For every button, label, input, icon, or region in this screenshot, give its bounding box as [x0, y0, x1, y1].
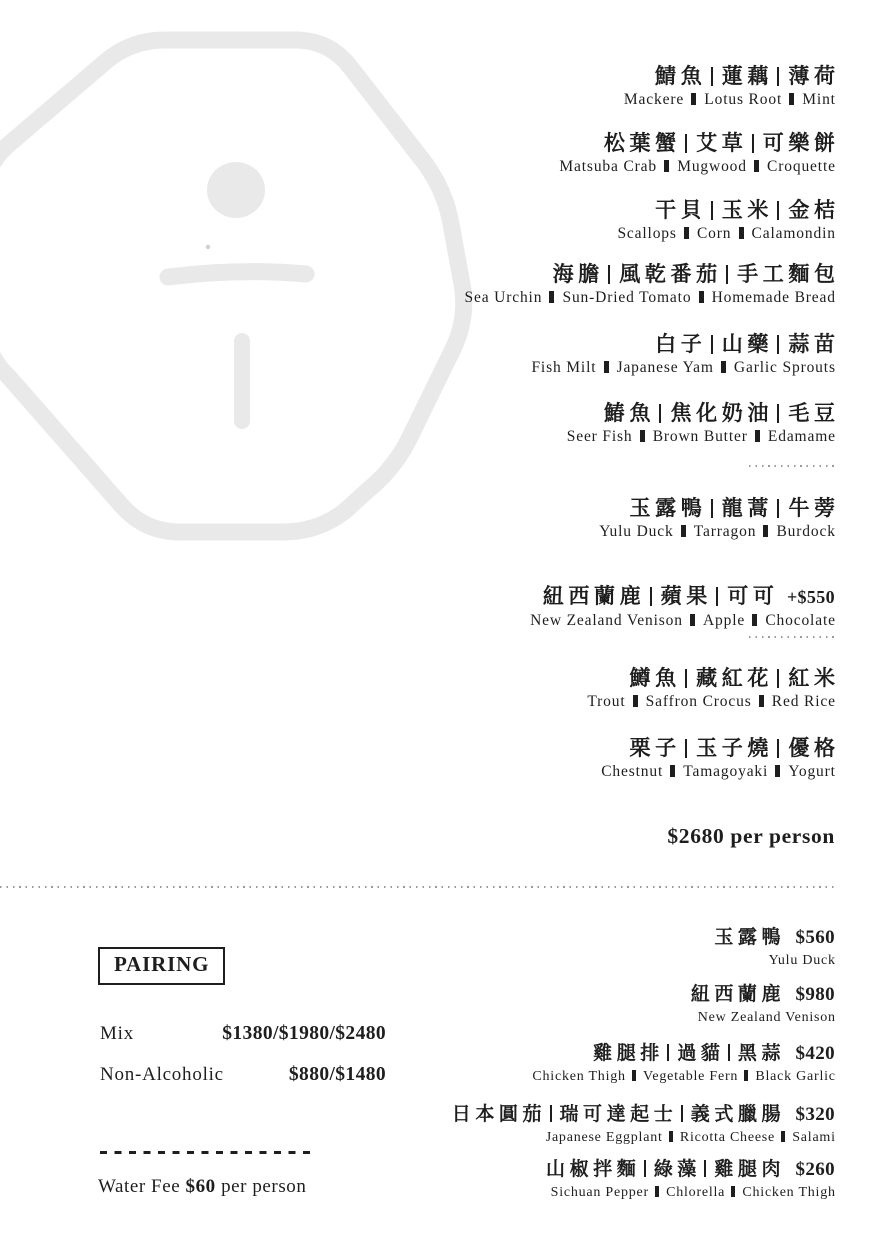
- separator-bar: [650, 587, 652, 606]
- item-word: Sun-Dried Tomato: [562, 289, 692, 306]
- item-word: Mint: [802, 91, 836, 108]
- alacarte-name-zh: [532, 1043, 835, 1065]
- course-item: [587, 666, 840, 711]
- item-word: Yogurt: [788, 763, 836, 780]
- item-word: 玉米: [721, 198, 773, 222]
- course-name-en: [587, 692, 835, 711]
- alacarte-price: $260: [795, 1159, 835, 1180]
- item-word: Scallops: [617, 225, 677, 242]
- separator-bar: [659, 404, 661, 423]
- course-item: [617, 198, 840, 243]
- item-word: 白子: [655, 332, 707, 356]
- course-name-zh: [624, 64, 840, 88]
- course-name-zh: [567, 401, 840, 425]
- course-item: [530, 584, 835, 630]
- alacarte-price: $560: [795, 927, 835, 948]
- pairing-title: PAIRING: [98, 947, 225, 985]
- course-name-en: [567, 427, 835, 446]
- item-word: Calamondin: [751, 225, 836, 242]
- separator-bar: [670, 765, 675, 777]
- item-word: 過貓: [677, 1043, 725, 1064]
- separator-bar: [684, 227, 689, 239]
- item-word: 蘋果: [660, 584, 712, 608]
- water-fee-note: [98, 1176, 306, 1198]
- separator-bar: [752, 134, 754, 153]
- item-word: Chlorella: [666, 1185, 726, 1200]
- separator-bar: [669, 1131, 673, 1142]
- course-name-zh: [617, 198, 840, 222]
- separator-bar: [755, 430, 760, 442]
- item-word: Sea Urchin: [464, 289, 543, 306]
- alacarte-price: $320: [795, 1104, 835, 1125]
- item-word: 義式臘腸: [690, 1104, 786, 1125]
- separator-bar: [690, 614, 695, 626]
- course-name-zh: [465, 262, 840, 286]
- course-item: [623, 64, 840, 109]
- item-word: Matsuba Crab: [559, 158, 658, 175]
- alacarte-item: [691, 984, 835, 1026]
- separator-bar: [681, 1105, 683, 1122]
- item-word: 金桔: [788, 198, 840, 222]
- item-word: Chestnut: [601, 763, 664, 780]
- item-word: 紐西蘭鹿: [542, 584, 646, 608]
- course-item: [601, 736, 840, 781]
- alacarte-name-en: [546, 1184, 835, 1201]
- course-name-zh: [559, 131, 840, 155]
- item-word: 海膽: [552, 262, 604, 286]
- item-word: 日本圓茄: [451, 1104, 547, 1125]
- item-word: Burdock: [776, 523, 836, 540]
- course-item: [599, 496, 840, 541]
- item-word: 焦化奶油: [670, 401, 773, 425]
- item-word: 優格: [788, 736, 840, 760]
- separator-bar: [731, 1186, 735, 1197]
- alacarte-name-en: [691, 1009, 835, 1026]
- alacarte-price: $980: [795, 984, 835, 1005]
- item-word: Vegetable Fern: [643, 1069, 739, 1084]
- course-name-zh: [601, 736, 840, 760]
- separator-bar: [711, 67, 713, 86]
- separator-bar: [728, 1044, 730, 1061]
- alacarte-item: [546, 1159, 835, 1201]
- item-word: 可樂餅: [762, 131, 840, 155]
- item-word: 手工麵包: [737, 262, 840, 286]
- course-item: [566, 401, 840, 446]
- item-word: Mugwood: [677, 158, 747, 175]
- item-word: 藏紅花: [696, 666, 773, 690]
- separator-bar: [711, 335, 713, 354]
- item-word: Red Rice: [771, 693, 836, 710]
- item-word: 紅米: [788, 666, 840, 690]
- course-supplement: +$550: [786, 587, 835, 607]
- course-name-en: [599, 522, 835, 541]
- pairing-option-label: Non-Alcoholic: [100, 1064, 224, 1085]
- item-word: 栗子: [629, 736, 681, 760]
- course-name-en: [617, 224, 835, 243]
- item-word: Homemade Bread: [711, 289, 836, 306]
- item-word: Ricotta Cheese: [679, 1130, 776, 1145]
- dotted-divider: [749, 636, 835, 638]
- item-word: Japanese Eggplant: [545, 1130, 663, 1145]
- separator-bar: [644, 1160, 646, 1177]
- alacarte-name-en: [532, 1068, 835, 1085]
- separator-bar: [739, 227, 744, 239]
- separator-bar: [752, 614, 757, 626]
- separator-bar: [655, 1186, 659, 1197]
- item-word: 山椒拌麵: [546, 1159, 641, 1180]
- item-word: 綠藻: [653, 1159, 701, 1180]
- item-word: 毛豆: [788, 401, 840, 425]
- separator-bar: [721, 361, 726, 373]
- item-word: Lotus Root: [704, 91, 783, 108]
- separator-bar: [699, 291, 704, 303]
- separator-bar: [726, 265, 728, 284]
- item-word: 玉子燒: [696, 736, 773, 760]
- item-word: 蒜苗: [788, 332, 840, 356]
- pairing-option-label: Mix: [100, 1023, 134, 1044]
- alacarte-name-en: [714, 952, 835, 969]
- item-word: 玉露鴨: [714, 927, 786, 948]
- item-word: 干貝: [655, 198, 707, 222]
- separator-bar: [632, 1070, 636, 1081]
- separator-bar: [664, 160, 669, 172]
- item-word: 牛蒡: [788, 496, 840, 520]
- course-item: [464, 262, 840, 307]
- item-word: 山藥: [721, 332, 773, 356]
- course-name-en: [531, 358, 835, 377]
- item-word: Trout: [587, 693, 626, 710]
- item-word: 鱒魚: [629, 666, 681, 690]
- water-fee-amount: $60: [185, 1176, 216, 1197]
- separator-bar: [759, 695, 764, 707]
- item-word: New Zealand Venison: [697, 1010, 836, 1025]
- section-divider-dotted: [0, 886, 835, 888]
- separator-bar: [777, 67, 779, 86]
- item-word: 玉露鴨: [629, 496, 707, 520]
- course-name-en: [601, 762, 835, 781]
- item-word: Tarragon: [693, 523, 757, 540]
- item-word: 鯖魚: [655, 64, 707, 88]
- course-name-en: [624, 90, 835, 109]
- item-word: Chicken Thigh: [532, 1069, 626, 1084]
- item-word: 雞腿肉: [714, 1159, 786, 1180]
- pairing-option-non-alcoholic: [100, 1064, 386, 1086]
- alacarte-name-zh: [452, 1104, 835, 1126]
- item-word: Japanese Yam: [616, 359, 714, 376]
- dashed-divider: [100, 1151, 313, 1154]
- course-name-zh: [587, 666, 840, 690]
- item-word: Mackere: [623, 91, 685, 108]
- alacarte-name-zh: [546, 1159, 835, 1181]
- item-word: Fish Milt: [531, 359, 597, 376]
- course-name-zh: [530, 584, 835, 609]
- separator-bar: [777, 404, 779, 423]
- item-word: Chocolate: [765, 612, 836, 629]
- item-word: 可可: [727, 584, 779, 608]
- separator-bar: [604, 361, 609, 373]
- item-word: Garlic Sprouts: [733, 359, 836, 376]
- water-fee-suffix: per person: [215, 1176, 307, 1197]
- item-word: 風乾番茄: [619, 262, 722, 286]
- separator-bar: [633, 695, 638, 707]
- item-word: 蓮藕: [721, 64, 773, 88]
- pairing-option-price: $1380/$1980/$2480: [222, 1023, 386, 1044]
- item-word: 雞腿排: [593, 1043, 664, 1064]
- separator-bar: [691, 93, 696, 105]
- dotted-divider: [749, 465, 835, 467]
- item-word: Black Garlic: [755, 1069, 836, 1084]
- item-word: Tamagoyaki: [683, 763, 769, 780]
- course-item: [531, 332, 840, 377]
- item-word: Yulu Duck: [599, 523, 674, 540]
- separator-bar: [777, 201, 779, 220]
- separator-bar: [550, 1105, 552, 1122]
- course-item: [559, 131, 840, 176]
- water-fee-prefix: Water Fee: [98, 1176, 186, 1197]
- alacarte-name-zh: [691, 984, 835, 1006]
- course-name-en: [465, 288, 836, 307]
- pairing-option-price: $880/$1480: [288, 1064, 386, 1085]
- item-word: Chicken Thigh: [742, 1185, 836, 1200]
- item-word: 紐西蘭鹿: [690, 984, 786, 1005]
- separator-bar: [681, 525, 686, 537]
- item-word: 瑞可達起士: [559, 1104, 678, 1125]
- alacarte-price: $420: [795, 1043, 835, 1064]
- separator-bar: [777, 669, 779, 688]
- separator-bar: [704, 1160, 706, 1177]
- course-name-en: [530, 611, 835, 630]
- item-word: Seer Fish: [566, 428, 633, 445]
- separator-bar: [775, 765, 780, 777]
- separator-bar: [744, 1070, 748, 1081]
- alacarte-item: [452, 1104, 835, 1146]
- item-word: Brown Butter: [652, 428, 748, 445]
- separator-bar: [781, 1131, 785, 1142]
- course-name-en: [559, 157, 835, 176]
- alacarte-name-zh: [714, 927, 835, 949]
- menu-price-per-person: $2680 per person: [667, 824, 835, 848]
- item-word: Edamame: [767, 428, 836, 445]
- separator-bar: [608, 265, 610, 284]
- separator-bar: [716, 587, 718, 606]
- course-name-zh: [531, 332, 840, 356]
- pairing-option-mix: [100, 1023, 386, 1045]
- separator-bar: [549, 291, 554, 303]
- separator-bar: [789, 93, 794, 105]
- separator-bar: [711, 201, 713, 220]
- alacarte-name-en: [452, 1129, 835, 1146]
- item-word: Apple: [703, 612, 746, 629]
- item-word: 薄荷: [788, 64, 840, 88]
- item-word: 黑蒜: [737, 1043, 786, 1064]
- separator-bar: [763, 525, 768, 537]
- separator-bar: [754, 160, 759, 172]
- item-word: Corn: [696, 225, 732, 242]
- item-word: Salami: [792, 1130, 836, 1145]
- separator-bar: [777, 335, 779, 354]
- item-word: Croquette: [767, 158, 836, 175]
- item-word: Yulu Duck: [768, 953, 836, 968]
- separator-bar: [640, 430, 645, 442]
- separator-bar: [685, 134, 687, 153]
- item-word: 龍蒿: [721, 496, 773, 520]
- separator-bar: [685, 669, 687, 688]
- course-name-zh: [599, 496, 840, 520]
- alacarte-item: [714, 927, 835, 969]
- separator-bar: [685, 739, 687, 758]
- separator-bar: [777, 739, 779, 758]
- item-word: Saffron Crocus: [645, 693, 752, 710]
- separator-bar: [711, 499, 713, 518]
- item-word: 松葉蟹: [603, 131, 681, 155]
- item-word: Sichuan Pepper: [550, 1185, 649, 1200]
- item-word: 鰆魚: [603, 401, 656, 425]
- item-word: 艾草: [696, 131, 748, 155]
- item-word: New Zealand Venison: [530, 612, 683, 629]
- alacarte-item: [532, 1043, 835, 1085]
- separator-bar: [777, 499, 779, 518]
- separator-bar: [667, 1044, 669, 1061]
